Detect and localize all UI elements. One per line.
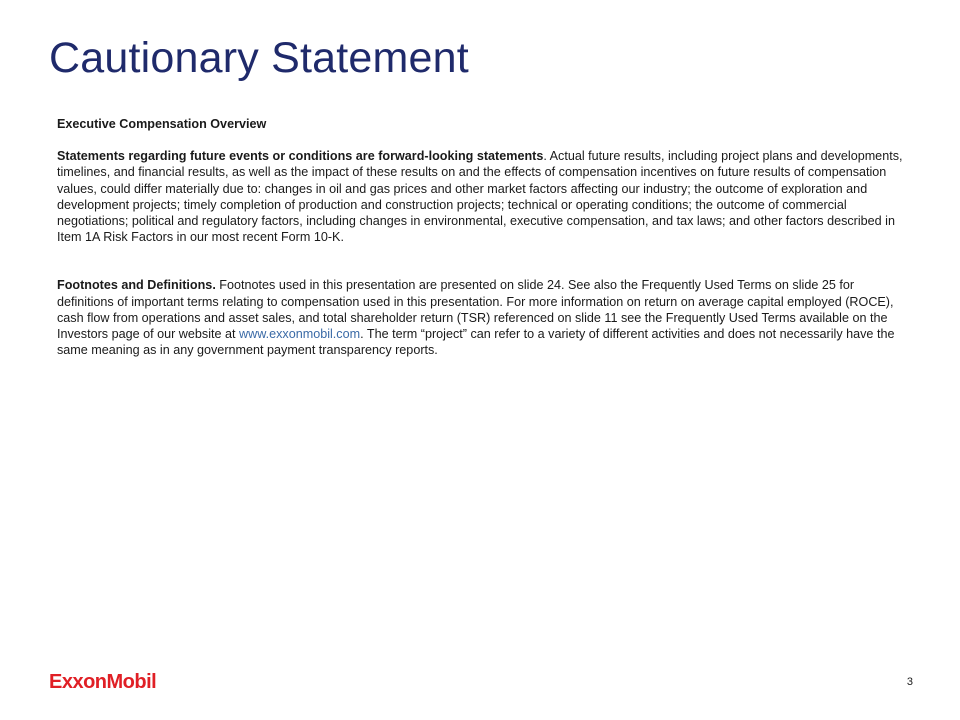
paragraph-spacer xyxy=(57,245,907,277)
forward-looking-lead: Statements regarding future events or conditions are forward-looking statements xyxy=(57,149,544,164)
website-link[interactable]: www.exxonmobil.com xyxy=(239,327,361,342)
page-number: 3 xyxy=(906,676,913,688)
exxonmobil-logo: ExxonMobil xyxy=(49,671,157,693)
cautionary-content xyxy=(57,116,907,358)
slide-title: Cautionary Statement xyxy=(49,34,469,82)
forward-looking-paragraph xyxy=(57,148,907,245)
footnotes-body-before-link: Footnotes used in this presentation are presented on slide 24. See also the Frequently Used Terms on slide 25 for definitions of important terms relating to compensation used in this presentation. For more information on return on average capital employed (ROCE), cash flow from operations and asset sales, and total shareholder return (TSR) referenced on slide 11 see the Frequently Used Terms available on the Investors page of our website at xyxy=(57,278,894,342)
footnotes-body-after-link: . The term “project” can refer to a variety of different activities and does not necessarily have the same meaning as in any government payment transparency reports. xyxy=(57,327,895,358)
footnotes-lead: Footnotes and Definitions. xyxy=(57,278,216,293)
section-heading: Executive Compensation Overview xyxy=(57,117,267,131)
forward-looking-body: . Actual future results, including project plans and developments, timelines, and financial results, as well as the impact of these results on and the effects of compensation incentives on future results of compensation values, could differ materially due to: changes in oil and gas prices and other market factors affecting our industry; the outcome of exploration and development projects; timely completion of production and construction projects; technical or operating conditions; the outcome of commercial negotiations; political and regulatory factors, including changes in environmental, executive compensation, and tax laws; and other factors described in Item 1A Risk Factors in our most recent Form 10-K. xyxy=(57,149,903,245)
footnotes-paragraph xyxy=(57,277,907,358)
